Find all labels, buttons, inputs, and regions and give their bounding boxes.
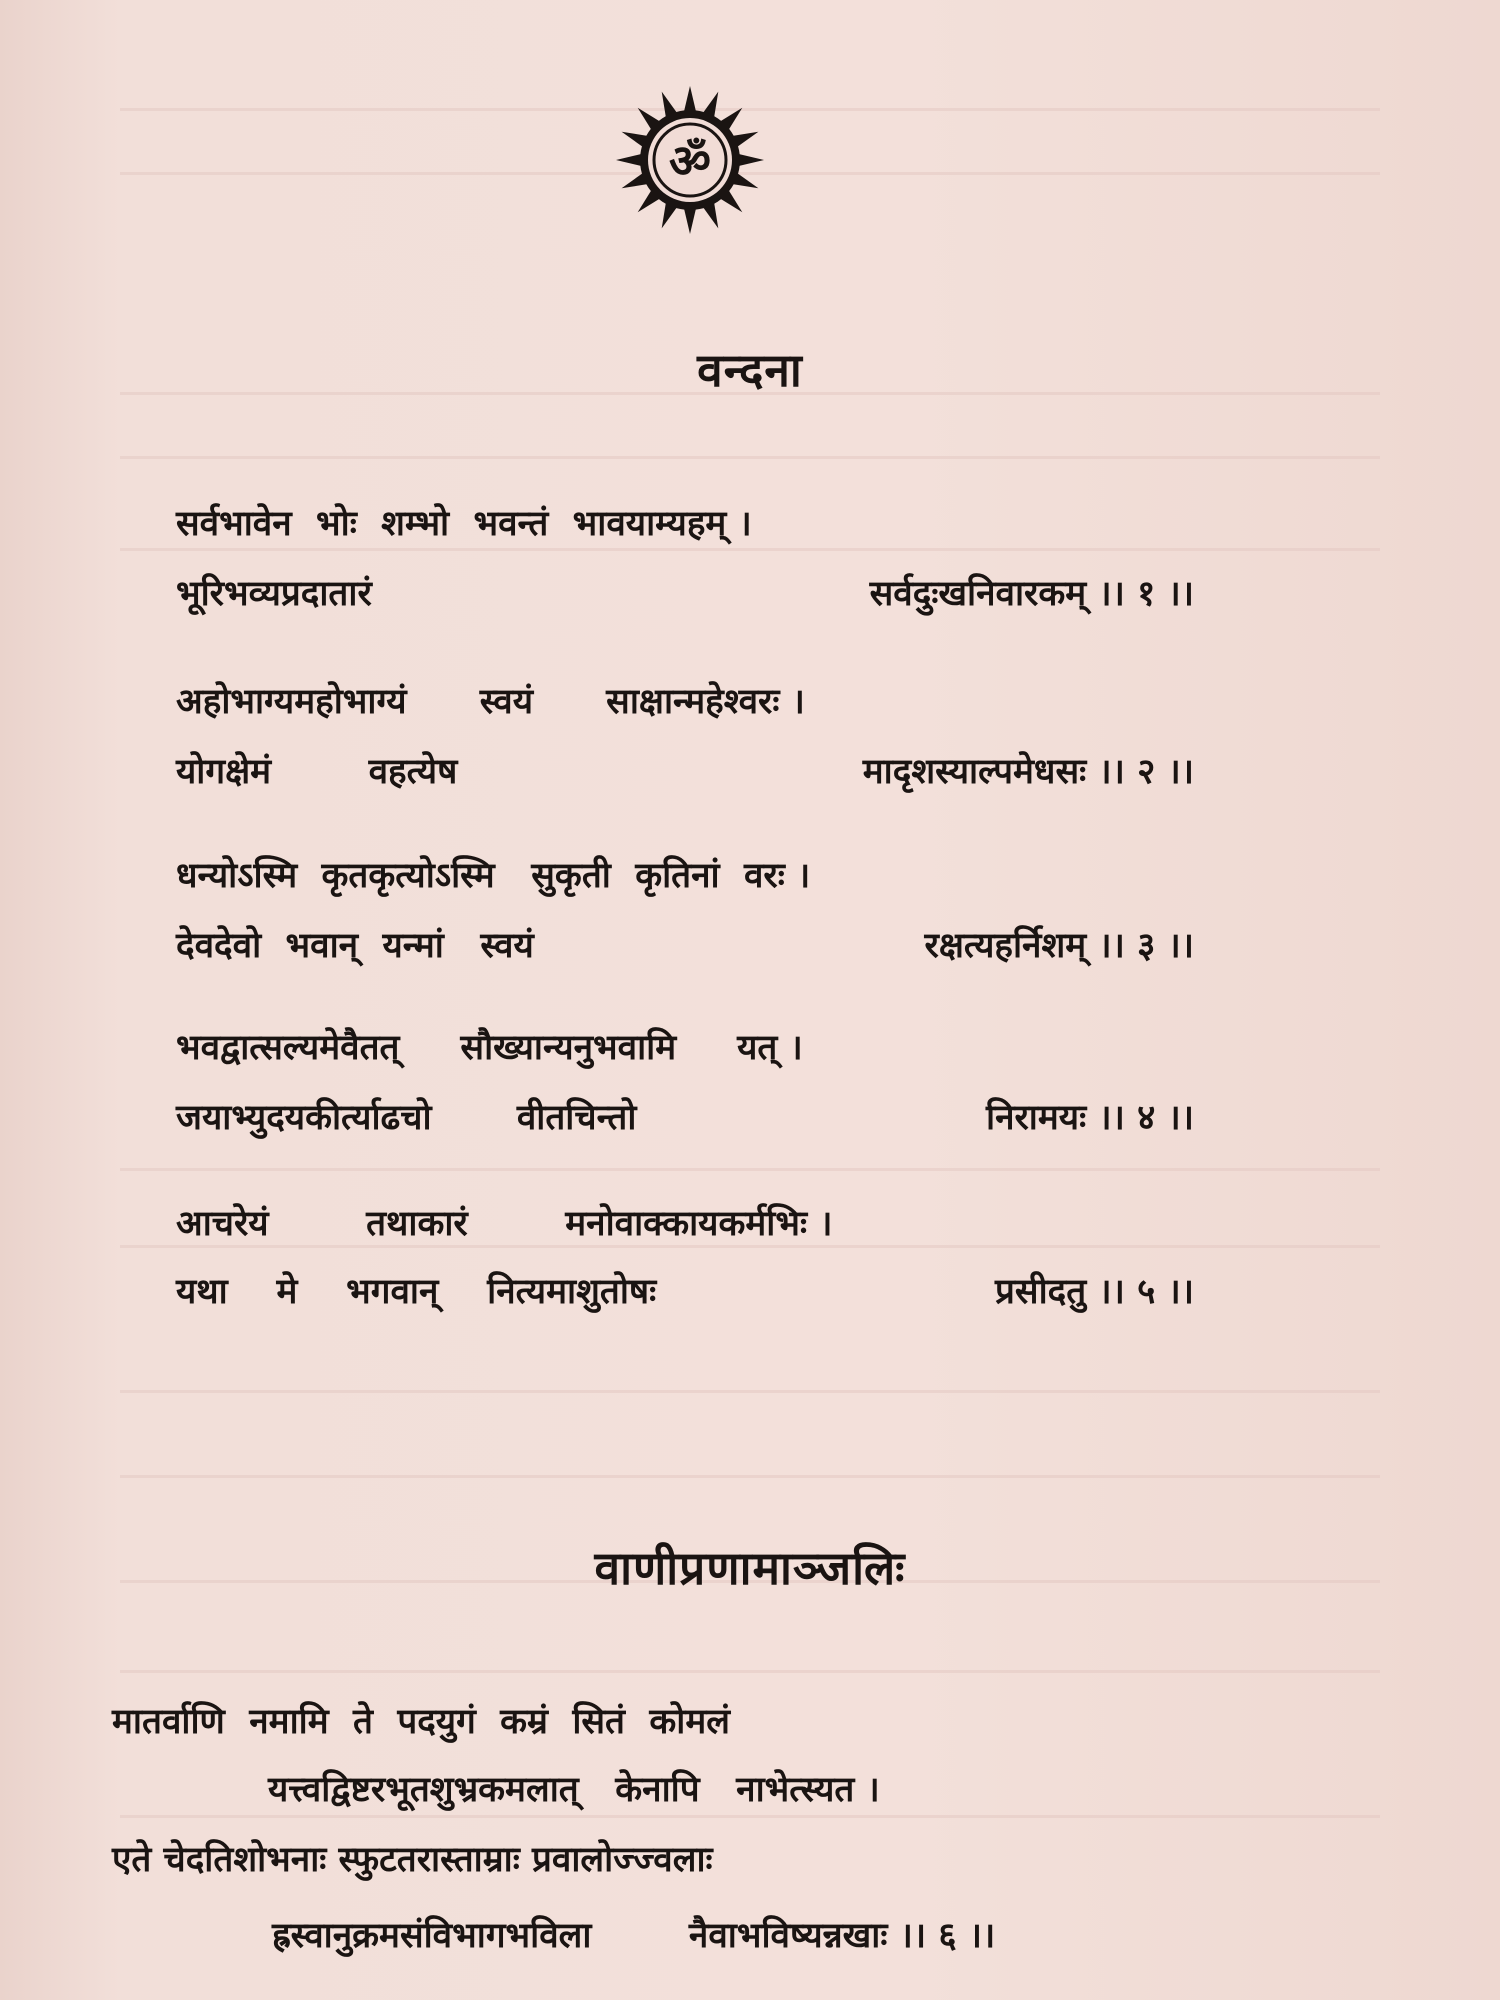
show-through-line [120,1815,1380,1818]
verse-5-line-2-left: यथा मे भगवान् नित्यमाशुतोषः [176,1272,657,1312]
om-sun-emblem-icon [612,82,768,238]
verse-1-line-2-left: भूरिभव्यप्रदातारं [176,574,372,614]
show-through-line [120,1475,1380,1478]
show-through-line [120,1670,1380,1673]
verse-2-line-2-left: योगक्षेमं वहत्येष [176,752,458,792]
verse-2-line-2-right: मादृशस्याल्पमेधसः ।। २ ।। [862,752,1194,792]
verse-3-line-2-right: रक्षत्यहर्निशम् ।। ३ ।। [924,926,1194,966]
show-through-line [120,1168,1380,1171]
verse-2-line-1: अहोभाग्यमहोभाग्यं स्वयं साक्षान्महेश्वरः । [176,682,805,722]
verse-4-line-1: भवद्वात्सल्यमेवैतत् सौख्यान्यनुभवामि यत् । [176,1028,803,1068]
verse-4-line-2-right: निरामयः ।। ४ ।। [986,1098,1194,1138]
verse-1-line-2-right: सर्वदुःखनिवारकम् ।। १ ।। [869,574,1194,614]
verse-5-line-1: आचरेयं तथाकारं मनोवाक्कायकर्मभिः । [176,1204,833,1244]
verse-4-line-2-left: जयाभ्युदयकीर्त्याढचो वीतचिन्तो [176,1098,637,1138]
stanza-6-line-3: एते चेदतिशोभनाः स्फुटतरास्ताम्राः प्रवालोज्ज्वलाः [112,1840,713,1880]
show-through-line [120,456,1380,459]
show-through-line [120,1390,1380,1393]
section-heading-vandana: वन्दना [697,343,803,397]
stanza-6-line-1: मातर्वाणि नमामि ते पदयुगं कम्रं सितं कोमलं [112,1702,730,1742]
section-heading-vani-pranamanjali: वाणीप्रणामाञ्जलिः [594,1541,906,1595]
verse-1-line-1: सर्वभावेन भोः शम्भो भवन्तं भावयाम्यहम् । [176,504,752,544]
stanza-6-line-2: यत्त्वद्विष्टरभूतशुभ्रकमलात् केनापि नाभेत्स्यत । [268,1770,880,1810]
verse-5-line-2-right: प्रसीदतु ।। ५ ।। [995,1272,1194,1312]
verse-3-line-1: धन्योऽस्मि कृतकृत्योऽस्मि सुकृती कृतिनां वरः । [176,856,811,896]
om-symbol: ॐ [669,134,711,188]
show-through-line [120,548,1380,551]
verse-3-line-2-left: देवदेवो भवान् यन्मां स्वयं [176,926,534,966]
stanza-6-line-4: ह्रस्वानुक्रमसंविभागभविला नैवाभविष्यन्नखाः ।। ६ ।। [272,1916,996,1956]
